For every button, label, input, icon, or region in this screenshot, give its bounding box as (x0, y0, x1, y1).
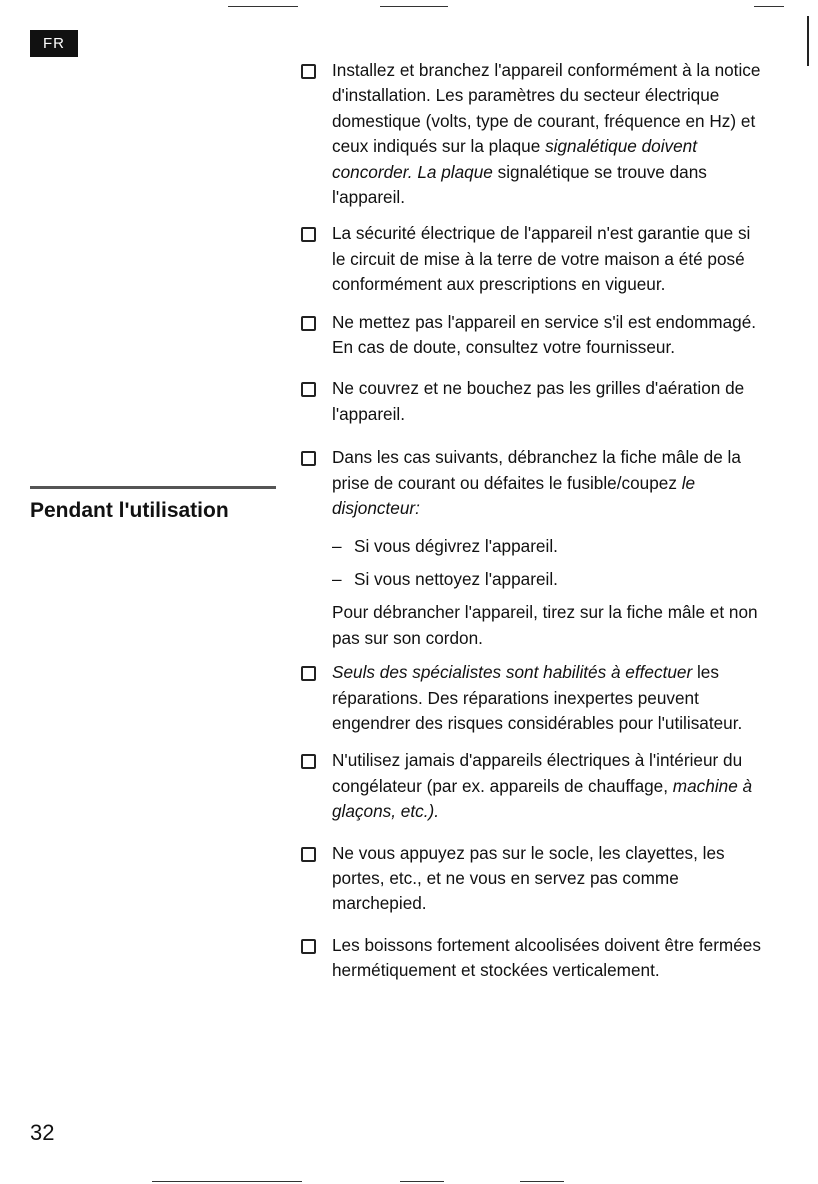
list-item: La sécurité électrique de l'appareil n'est garantie que si le circuit de mise à la terre de votre maison a été posé conformément aux prescriptions en vigueur. (298, 221, 768, 297)
checkbox-bullet-icon (301, 451, 316, 466)
safety-instructions (298, 58, 768, 984)
list-item: Installez et branchez l'appareil conformément à la notice d'installation. Les paramètres du secteur électrique domestique (volts, type de courant, fréquence en Hz) et ceux indiqués sur la plaque signalétique doivent concorder. La plaque signalétique se trouve dans l'appareil. (298, 58, 768, 210)
section-rule (30, 486, 276, 489)
language-badge: FR (30, 30, 78, 57)
top-edge-rule (380, 6, 448, 7)
sub-list-item: – Si vous nettoyez l'appareil. (332, 568, 558, 589)
section-title: Pendant l'utilisation (30, 499, 229, 522)
bottom-edge-rule (152, 1181, 302, 1182)
checkbox-bullet-icon (301, 666, 316, 681)
page-number: 32 (30, 1120, 55, 1145)
list-item: Ne mettez pas l'appareil en service s'il est endommagé. En cas de doute, consultez votre fournisseur. (298, 310, 768, 361)
checkbox-bullet-icon (301, 754, 316, 769)
margin-rule (807, 16, 809, 66)
checkbox-bullet-icon (301, 64, 316, 79)
list-item: Ne couvrez et ne bouchez pas les grilles d'aération de l'appareil. (298, 376, 768, 427)
checkbox-bullet-icon (301, 316, 316, 331)
list-item: Ne vous appuyez pas sur le socle, les clayettes, les portes, etc., et ne vous en servez pas comme marchepied. (298, 841, 768, 917)
checkbox-bullet-icon (301, 382, 316, 397)
checkbox-bullet-icon (301, 939, 316, 954)
list-item: Seuls des spécialistes sont habilités à effectuer les réparations. Des réparations inexpertes peuvent engendrer des risques considérables pour l'utilisateur. (298, 660, 768, 736)
checkbox-bullet-icon (301, 847, 316, 862)
list-item: Dans les cas suivants, débranchez la fiche mâle de la prise de courant ou défaites le fusible/coupez le disjoncteur: (298, 445, 768, 521)
bottom-edge-rule (520, 1181, 564, 1182)
checkbox-bullet-icon (301, 227, 316, 242)
top-edge-rule (228, 6, 298, 7)
list-item: N'utilisez jamais d'appareils électriques à l'intérieur du congélateur (par ex. appareils de chauffage, machine à glaçons, etc.). (298, 748, 768, 824)
sub-list-item: – Si vous dégivrez l'appareil. (332, 535, 558, 556)
bottom-edge-rule (400, 1181, 444, 1182)
top-edge-rule (754, 6, 784, 7)
unplug-note: Pour débrancher l'appareil, tirez sur la fiche mâle et non pas sur son cordon. (332, 602, 758, 648)
list-item: Les boissons fortement alcoolisées doivent être fermées hermétiquement et stockées verticalement. (298, 933, 768, 984)
